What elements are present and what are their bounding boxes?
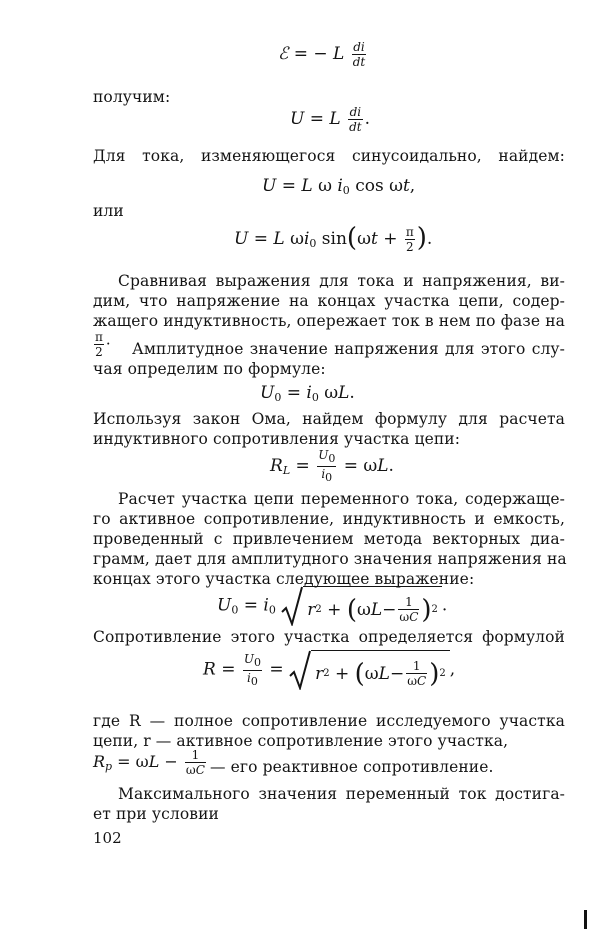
- text-line: ет при условии: [93, 805, 219, 823]
- formula-impedance: R = $\frac{U0}{i0}$ = r 2 + ( ω L − $\frac{1}{\omega C}$ ) 2 ,: [203, 651, 456, 689]
- formula-cosine: U = L ω $i_0$ cos ωt,: [262, 176, 416, 197]
- text-line: чая определим по формуле:: [93, 360, 326, 378]
- text-line: грамм, дает для амплитудного значения напряжения на: [93, 550, 567, 568]
- text-line: го активное сопротивление, индуктивность и емкость,: [93, 510, 565, 528]
- text-line: получим:: [93, 88, 171, 106]
- text-line: дим, что напряжение на концах участка цепи, содер-: [93, 292, 565, 310]
- formula-amplitude: $U_0 = i_0$ ωL.: [260, 383, 355, 404]
- formula-voltage: U = L $\frac{di}{dt}$ .: [290, 105, 371, 134]
- formula-amplitude-rlc: $U_0 = i_0$ r 2 + ( ω L − $\frac{1}{\omega C}$ ) 2 .: [217, 586, 447, 626]
- text-line: проведенный с привлечением метода векторных диа-: [93, 530, 565, 548]
- text-line: — его реактивное сопротивление.: [210, 758, 494, 776]
- text-line: индуктивного сопротивления участка цепи:: [93, 430, 461, 448]
- sqrt-sign: r 2 + ( ω L − $\frac{1}{\omega C}$ ) 2: [281, 586, 442, 626]
- formula-emf: ℰ = − L $\frac{di}{dt}$: [278, 40, 366, 69]
- text-line: концах этого участка следующее выражение:: [93, 570, 475, 588]
- formula-reactive-resistance: $R_p = \omega L$ − $\frac{1}{\omega C}$: [93, 748, 205, 777]
- text-line: Амплитудное значение напряжения для этого слу-: [132, 340, 565, 358]
- formula-sine: U = L $\omega i_0$ sin(ωt + $\frac{\pi}{2}$ ).: [234, 223, 433, 254]
- fraction-pi-half: $\frac{\pi}{2}$ ·: [95, 330, 111, 359]
- text-line: Расчет участка цепи переменного тока, содержаще-: [118, 490, 565, 508]
- formula-inductive-resistance: $R_L$ = $\frac{U0}{i0}$ = ωL.: [270, 448, 394, 484]
- text-line: или: [93, 202, 124, 220]
- text-line: цепи, r — активное сопротивление этого участка,: [93, 732, 509, 750]
- text-line: Сравнивая выражения для тока и напряжения, ви-: [118, 272, 565, 290]
- text-line: Используя закон Ома, найдем формулу для расчета: [93, 410, 565, 428]
- scan-edge-mark: [584, 910, 587, 929]
- text-line: где R — полное сопротивление исследуемого участка: [93, 712, 565, 730]
- page-number: 102: [93, 829, 122, 847]
- text-line: Для тока, изменяющегося синусоидально, найдем:: [93, 147, 565, 165]
- text-line: Максимального значения переменный ток достига-: [118, 785, 565, 803]
- text-line: жащего индуктивность, опережает ток в нем по фазе на: [93, 312, 565, 330]
- sqrt-sign: r 2 + ( ω L − $\frac{1}{\omega C}$ ) 2: [289, 650, 450, 690]
- text-line: Сопротивление этого участка определяется формулой: [93, 628, 565, 646]
